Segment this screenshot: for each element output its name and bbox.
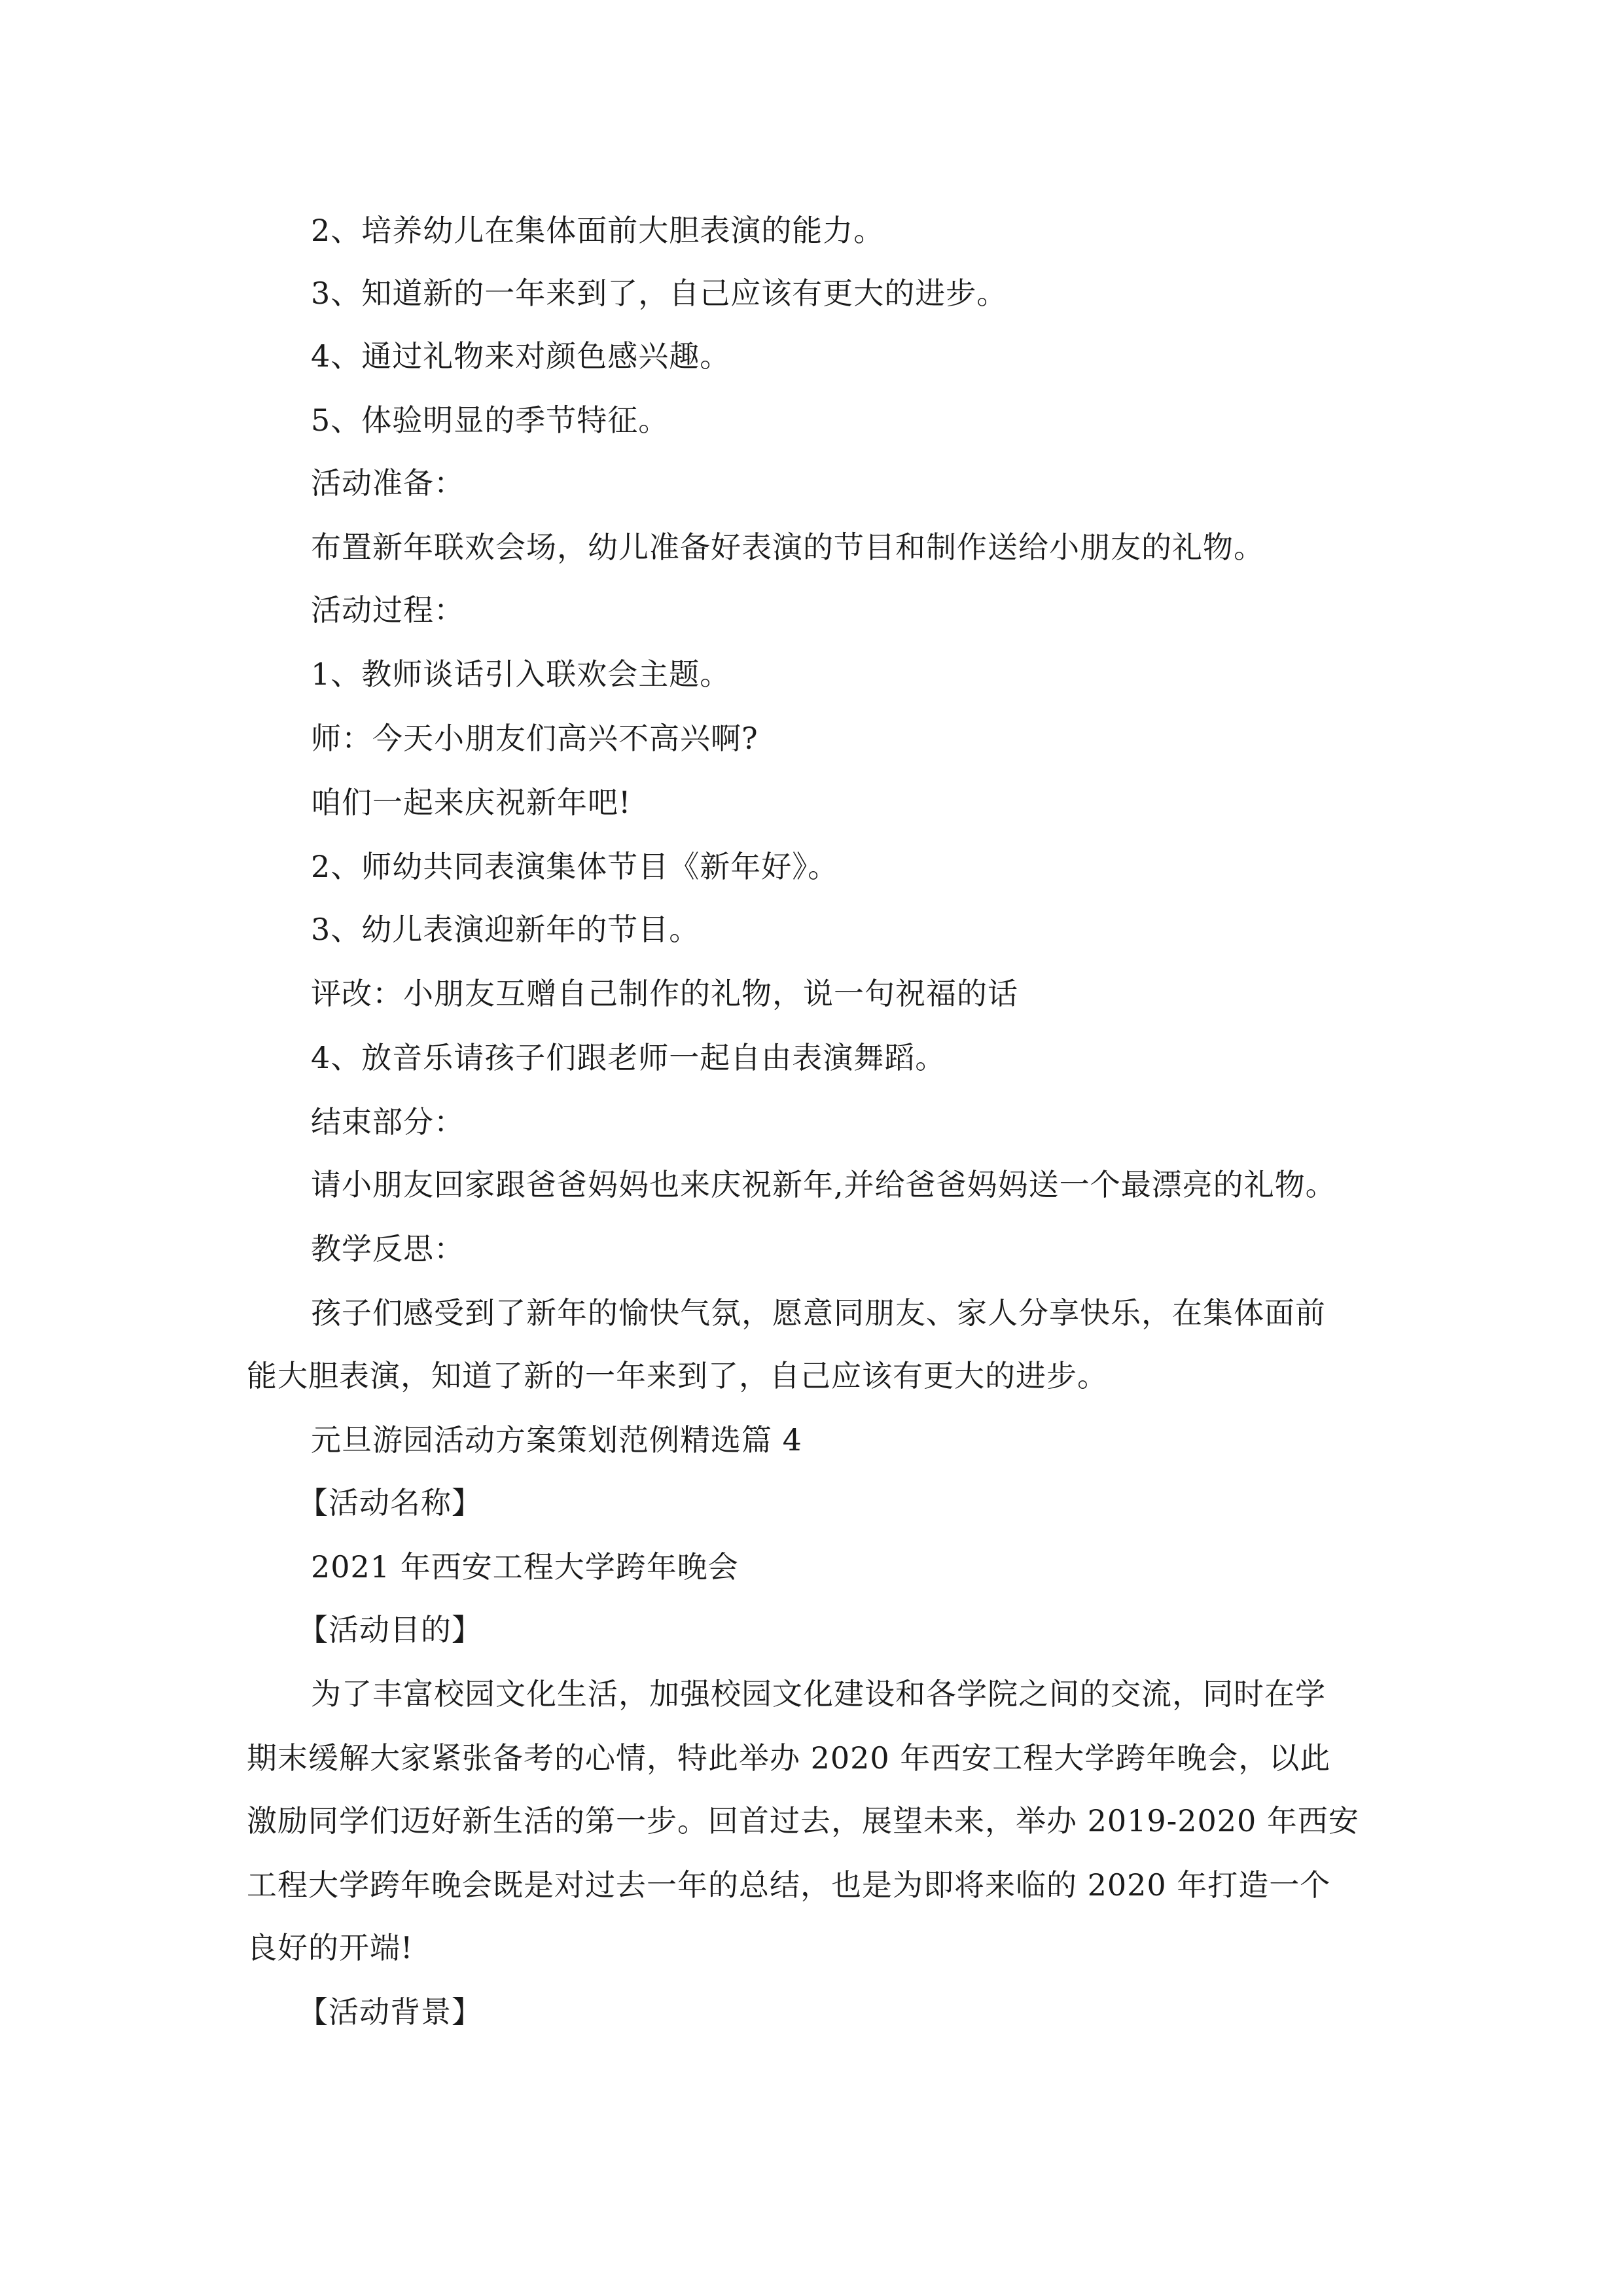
text-line: 3、幼儿表演迎新年的节目。 xyxy=(311,912,700,947)
paragraph-line: 激励同学们迈好新生活的第一步。回首过去，展望未来，举办 2019-2020 年西安 xyxy=(247,1803,1359,1839)
text-line: 4、放音乐请孩子们跟老师一起自由表演舞蹈。 xyxy=(311,1040,946,1075)
paragraph-line: 为了丰富校园文化生活，加强校园文化建设和各学院之间的交流，同时在学 xyxy=(311,1676,1326,1712)
text-line: 1、教师谈话引入联欢会主题。 xyxy=(311,656,731,692)
text-line: 评改：小朋友互赠自己制作的礼物，说一句祝福的话 xyxy=(311,976,1018,1011)
paragraph-line: 期末缓解大家紧张备考的心情，特此举办 2020 年西安工程大学跨年晚会，以此 xyxy=(247,1740,1331,1776)
text-line: 咱们一起来庆祝新年吧! xyxy=(311,785,632,820)
paragraph-line: 良好的开端! xyxy=(247,1930,414,1965)
text-line: 布置新年联欢会场，幼儿准备好表演的节目和制作送给小朋友的礼物。 xyxy=(311,529,1264,565)
text-line: 2、培养幼儿在集体面前大胆表演的能力。 xyxy=(311,213,885,248)
section-heading: 【活动目的】 xyxy=(298,1612,482,1647)
section-heading: 教学反思： xyxy=(311,1231,465,1266)
section-heading: 活动准备： xyxy=(311,465,465,501)
text-line: 2021 年西安工程大学跨年晚会 xyxy=(311,1549,739,1585)
text-line: 5、体验明显的季节特征。 xyxy=(311,403,669,438)
paragraph-line: 孩子们感受到了新年的愉快气氛，愿意同朋友、家人分享快乐，在集体面前 xyxy=(311,1295,1326,1331)
section-heading: 【活动背景】 xyxy=(298,1994,482,2030)
text-line: 4、通过礼物来对颜色感兴趣。 xyxy=(311,338,731,374)
article-title: 元旦游园活动方案策划范例精选篇 4 xyxy=(311,1422,802,1458)
section-heading: 结束部分： xyxy=(311,1104,465,1139)
paragraph-line: 工程大学跨年晚会既是对过去一年的总结，也是为即将来临的 2020 年打造一个 xyxy=(247,1867,1331,1903)
text-line: 请小朋友回家跟爸爸妈妈也来庆祝新年,并给爸爸妈妈送一个最漂亮的礼物。 xyxy=(311,1167,1336,1202)
text-line: 2、师幼共同表演集体节目《新年好》。 xyxy=(311,849,839,884)
section-heading: 【活动名称】 xyxy=(298,1485,482,1520)
text-line: 师：今天小朋友们高兴不高兴啊? xyxy=(311,721,758,756)
section-heading: 活动过程： xyxy=(311,592,465,628)
text-line: 3、知道新的一年来到了，自己应该有更大的进步。 xyxy=(311,276,1008,311)
paragraph-line: 能大胆表演，知道了新的一年来到了，自己应该有更大的进步。 xyxy=(247,1358,1108,1393)
